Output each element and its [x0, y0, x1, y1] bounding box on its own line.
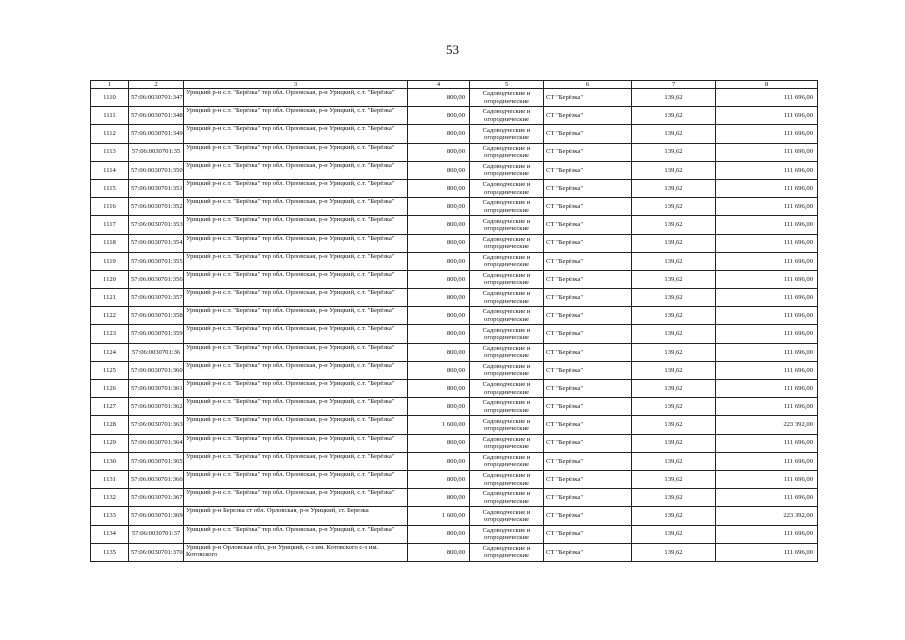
cadastral-value-cell: 111 696,00	[716, 525, 818, 543]
category-cell: СТ "Берёзка"	[544, 525, 632, 543]
category-cell: СТ "Берёзка"	[544, 216, 632, 234]
row-number-cell: 1110	[91, 89, 129, 107]
address-cell: Урицкий р-н с.т. "Берёзка" тер обл. Орловская, р-н Урицкий, с.т. "Берёзка"	[184, 234, 408, 252]
row-number-cell: 1130	[91, 452, 129, 470]
table-row	[91, 143, 818, 161]
area-cell: 800,00	[408, 198, 470, 216]
cadastral-value-cell: 111 696,00	[716, 161, 818, 179]
address-cell: Урицкий р-н с.т. "Берёзка" тер обл. Орловская, р-н Урицкий, с.т. "Берёзка"	[184, 470, 408, 488]
row-number-cell: 1133	[91, 507, 129, 525]
category-cell: СТ "Берёзка"	[544, 325, 632, 343]
area-cell: 800,00	[408, 380, 470, 398]
rate-cell: 139,62	[632, 125, 716, 143]
table-row	[91, 125, 818, 143]
category-cell: СТ "Берёзка"	[544, 507, 632, 525]
header-cell: 3	[184, 81, 408, 89]
cadastral-number-cell: 57:06:0030701:362	[129, 398, 184, 416]
area-cell: 800,00	[408, 434, 470, 452]
table-row	[91, 289, 818, 307]
address-cell: Урицкий р-н с.т. "Берёзка" тер обл. Орловская, р-н Урицкий, с.т. "Берёзка"	[184, 325, 408, 343]
category-cell: СТ "Берёзка"	[544, 270, 632, 288]
rate-cell: 139,62	[632, 525, 716, 543]
land-use-cell: Садоводческие и огороднические	[470, 361, 544, 379]
area-cell: 1 600,00	[408, 507, 470, 525]
header-cell: 2	[129, 81, 184, 89]
category-cell: СТ "Берёзка"	[544, 143, 632, 161]
rate-cell: 139,62	[632, 179, 716, 197]
category-cell: СТ "Берёзка"	[544, 380, 632, 398]
area-cell: 800,00	[408, 470, 470, 488]
cadastral-value-cell: 111 696,00	[716, 380, 818, 398]
land-use-cell: Садоводческие и огороднические	[470, 161, 544, 179]
header-cell: 8	[716, 81, 818, 89]
address-cell: Урицкий р-н с.т. "Берёзка" тер обл. Орловская, р-н Урицкий, с.т. "Берёзка"	[184, 434, 408, 452]
row-number-cell: 1112	[91, 125, 129, 143]
rate-cell: 139,62	[632, 343, 716, 361]
land-use-cell: Садоводческие и огороднические	[470, 398, 544, 416]
area-cell: 800,00	[408, 398, 470, 416]
row-number-cell: 1129	[91, 434, 129, 452]
rate-cell: 139,62	[632, 252, 716, 270]
area-cell: 800,00	[408, 525, 470, 543]
land-use-cell: Садоводческие и огороднические	[470, 143, 544, 161]
address-cell: Урицкий р-н с.т. "Берёзка" тер обл. Орловская, р-н Урицкий, с.т. "Берёзка"	[184, 179, 408, 197]
land-use-cell: Садоводческие и огороднические	[470, 343, 544, 361]
row-number-cell: 1125	[91, 361, 129, 379]
cadastral-value-cell: 223 392,00	[716, 416, 818, 434]
category-cell: СТ "Берёзка"	[544, 307, 632, 325]
cadastral-value-cell: 111 696,00	[716, 398, 818, 416]
address-cell: Урицкий р-н с.т. "Берёзка" тер обл. Орловская, р-н Урицкий, с.т. "Берёзка"	[184, 343, 408, 361]
category-cell: СТ "Берёзка"	[544, 452, 632, 470]
row-number-cell: 1127	[91, 398, 129, 416]
cadastral-value-cell: 111 696,00	[716, 434, 818, 452]
row-number-cell: 1122	[91, 307, 129, 325]
address-cell: Урицкий р-н Орловская обл, р-н Урицкий, с-з им. Котовского с-з им. Котовского	[184, 543, 408, 561]
row-number-cell: 1135	[91, 543, 129, 561]
land-use-cell: Садоводческие и огороднические	[470, 489, 544, 507]
cadastral-number-cell: 57:06:0030701:358	[129, 307, 184, 325]
land-use-cell: Садоводческие и огороднические	[470, 543, 544, 561]
address-cell: Урицкий р-н с.т. "Берёзка" тер обл. Орловская, р-н Урицкий, с.т. "Берёзка"	[184, 216, 408, 234]
cadastral-number-cell: 57:06:0030701:350	[129, 161, 184, 179]
cadastral-number-cell: 57:06:0030701:35	[129, 143, 184, 161]
area-cell: 800,00	[408, 289, 470, 307]
area-cell: 800,00	[408, 270, 470, 288]
cadastral-value-cell: 111 696,00	[716, 489, 818, 507]
table-row	[91, 361, 818, 379]
table-row	[91, 252, 818, 270]
cadastral-value-cell: 111 696,00	[716, 270, 818, 288]
row-number-cell: 1128	[91, 416, 129, 434]
area-cell: 800,00	[408, 543, 470, 561]
rate-cell: 139,62	[632, 270, 716, 288]
row-number-cell: 1121	[91, 289, 129, 307]
cadastral-value-cell: 111 696,00	[716, 470, 818, 488]
category-cell: СТ "Берёзка"	[544, 198, 632, 216]
address-cell: Урицкий р-н с.т. "Берёзка" тер обл. Орловская, р-н Урицкий, с.т. "Берёзка"	[184, 198, 408, 216]
row-number-cell: 1120	[91, 270, 129, 288]
rate-cell: 139,62	[632, 434, 716, 452]
cadastral-number-cell: 57:06:0030701:363	[129, 416, 184, 434]
category-cell: СТ "Берёзка"	[544, 125, 632, 143]
land-use-cell: Садоводческие и огороднические	[470, 507, 544, 525]
area-cell: 800,00	[408, 216, 470, 234]
table-row	[91, 416, 818, 434]
rate-cell: 139,62	[632, 507, 716, 525]
category-cell: СТ "Берёзка"	[544, 416, 632, 434]
land-use-cell: Садоводческие и огороднические	[470, 452, 544, 470]
cadastral-value-cell: 111 696,00	[716, 107, 818, 125]
category-cell: СТ "Берёзка"	[544, 343, 632, 361]
rate-cell: 139,62	[632, 380, 716, 398]
cadastral-number-cell: 57:06:0030701:349	[129, 125, 184, 143]
rate-cell: 139,62	[632, 216, 716, 234]
area-cell: 800,00	[408, 125, 470, 143]
cadastral-number-cell: 57:06:0030701:365	[129, 452, 184, 470]
land-use-cell: Садоводческие и огороднические	[470, 525, 544, 543]
cadastral-number-cell: 57:06:0030701:37	[129, 525, 184, 543]
row-number-cell: 1119	[91, 252, 129, 270]
rate-cell: 139,62	[632, 325, 716, 343]
row-number-cell: 1118	[91, 234, 129, 252]
land-use-cell: Садоводческие и огороднические	[470, 125, 544, 143]
table-row	[91, 216, 818, 234]
rate-cell: 139,62	[632, 143, 716, 161]
address-cell: Урицкий р-н с.т. "Берёзка" тер обл. Орловская, р-н Урицкий, с.т. "Берёзка"	[184, 416, 408, 434]
cadastral-value-cell: 111 696,00	[716, 307, 818, 325]
address-cell: Урицкий р-н с.т. "Берёзка" тер обл. Орловская, р-н Урицкий, с.т. "Берёзка"	[184, 252, 408, 270]
cadastral-value-cell: 111 696,00	[716, 361, 818, 379]
cadastral-number-cell: 57:06:0030701:348	[129, 107, 184, 125]
cadastral-value-cell: 111 696,00	[716, 198, 818, 216]
cadastral-number-cell: 57:06:0030701:352	[129, 198, 184, 216]
area-cell: 800,00	[408, 361, 470, 379]
rate-cell: 139,62	[632, 198, 716, 216]
table-row	[91, 325, 818, 343]
rate-cell: 139,62	[632, 107, 716, 125]
table-row	[91, 161, 818, 179]
land-use-cell: Садоводческие и огороднические	[470, 179, 544, 197]
area-cell: 800,00	[408, 252, 470, 270]
cadastral-number-cell: 57:06:0030701:360	[129, 361, 184, 379]
land-plots-table	[90, 80, 818, 562]
address-cell: Урицкий р-н с.т. "Берёзка" тер обл. Орловская, р-н Урицкий, с.т. "Берёзка"	[184, 89, 408, 107]
land-use-cell: Садоводческие и огороднические	[470, 289, 544, 307]
row-number-cell: 1114	[91, 161, 129, 179]
land-use-cell: Садоводческие и огороднические	[470, 380, 544, 398]
cadastral-number-cell: 57:06:0030701:355	[129, 252, 184, 270]
address-cell: Урицкий р-н Березка ст обл. Орловская, р-н Урицкий, ст. Березка	[184, 507, 408, 525]
rate-cell: 139,62	[632, 307, 716, 325]
rate-cell: 139,62	[632, 543, 716, 561]
table-row	[91, 234, 818, 252]
header-row	[91, 81, 818, 89]
table-row	[91, 470, 818, 488]
rate-cell: 139,62	[632, 361, 716, 379]
cadastral-number-cell: 57:06:0030701:347	[129, 89, 184, 107]
rate-cell: 139,62	[632, 416, 716, 434]
header-cell: 4	[408, 81, 470, 89]
cadastral-value-cell: 111 696,00	[716, 325, 818, 343]
address-cell: Урицкий р-н с.т. "Берёзка" тер обл. Орловская, р-н Урицкий, с.т. "Берёзка"	[184, 143, 408, 161]
address-cell: Урицкий р-н с.т. "Берёзка" тер обл. Орловская, р-н Урицкий, с.т. "Берёзка"	[184, 452, 408, 470]
cadastral-number-cell: 57:06:0030701:354	[129, 234, 184, 252]
table-row	[91, 343, 818, 361]
area-cell: 800,00	[408, 452, 470, 470]
cadastral-value-cell: 111 696,00	[716, 343, 818, 361]
land-use-cell: Садоводческие и огороднические	[470, 107, 544, 125]
row-number-cell: 1132	[91, 489, 129, 507]
address-cell: Урицкий р-н с.т. "Берёзка" тер обл. Орловская, р-н Урицкий, с.т. "Берёзка"	[184, 125, 408, 143]
land-use-cell: Садоводческие и огороднические	[470, 89, 544, 107]
row-number-cell: 1134	[91, 525, 129, 543]
row-number-cell: 1113	[91, 143, 129, 161]
land-use-cell: Садоводческие и огороднические	[470, 252, 544, 270]
cadastral-value-cell: 111 696,00	[716, 252, 818, 270]
land-use-cell: Садоводческие и огороднические	[470, 270, 544, 288]
cadastral-number-cell: 57:06:0030701:361	[129, 380, 184, 398]
area-cell: 800,00	[408, 234, 470, 252]
category-cell: СТ "Берёзка"	[544, 107, 632, 125]
land-use-cell: Садоводческие и огороднические	[470, 416, 544, 434]
cadastral-value-cell: 111 696,00	[716, 143, 818, 161]
cadastral-value-cell: 111 696,00	[716, 234, 818, 252]
rate-cell: 139,62	[632, 234, 716, 252]
table-row	[91, 434, 818, 452]
cadastral-number-cell: 57:06:0030701:351	[129, 179, 184, 197]
cadastral-value-cell: 111 696,00	[716, 216, 818, 234]
header-cell: 1	[91, 81, 129, 89]
area-cell: 800,00	[408, 179, 470, 197]
row-number-cell: 1117	[91, 216, 129, 234]
row-number-cell: 1126	[91, 380, 129, 398]
land-use-cell: Садоводческие и огороднические	[470, 234, 544, 252]
land-use-cell: Садоводческие и огороднические	[470, 434, 544, 452]
table-row	[91, 525, 818, 543]
table-row	[91, 198, 818, 216]
header-cell: 6	[544, 81, 632, 89]
cadastral-number-cell: 57:06:0030701:369	[129, 507, 184, 525]
cadastral-value-cell: 111 696,00	[716, 89, 818, 107]
area-cell: 800,00	[408, 107, 470, 125]
area-cell: 800,00	[408, 489, 470, 507]
header-cell: 7	[632, 81, 716, 89]
rate-cell: 139,62	[632, 452, 716, 470]
cadastral-value-cell: 111 696,00	[716, 125, 818, 143]
area-cell: 800,00	[408, 161, 470, 179]
table-row	[91, 398, 818, 416]
category-cell: СТ "Берёзка"	[544, 289, 632, 307]
address-cell: Урицкий р-н с.т. "Берёзка" тер обл. Орловская, р-н Урицкий, с.т. "Берёзка"	[184, 380, 408, 398]
address-cell: Урицкий р-н с.т. "Берёзка" тер обл. Орловская, р-н Урицкий, с.т. "Берёзка"	[184, 289, 408, 307]
table-row	[91, 489, 818, 507]
land-use-cell: Садоводческие и огороднические	[470, 307, 544, 325]
table-row	[91, 89, 818, 107]
category-cell: СТ "Берёзка"	[544, 361, 632, 379]
table-row	[91, 452, 818, 470]
table-row	[91, 270, 818, 288]
address-cell: Урицкий р-н с.т. "Берёзка" тер обл. Орловская, р-н Урицкий, с.т. "Берёзка"	[184, 398, 408, 416]
rate-cell: 139,62	[632, 161, 716, 179]
rate-cell: 139,62	[632, 289, 716, 307]
row-number-cell: 1124	[91, 343, 129, 361]
category-cell: СТ "Берёзка"	[544, 179, 632, 197]
category-cell: СТ "Берёзка"	[544, 470, 632, 488]
cadastral-number-cell: 57:06:0030701:353	[129, 216, 184, 234]
rate-cell: 139,62	[632, 398, 716, 416]
address-cell: Урицкий р-н с.т. "Берёзка" тер обл. Орловская, р-н Урицкий, с.т. "Берёзка"	[184, 489, 408, 507]
cadastral-number-cell: 57:06:0030701:366	[129, 470, 184, 488]
row-number-cell: 1111	[91, 107, 129, 125]
land-use-cell: Садоводческие и огороднические	[470, 325, 544, 343]
table-row	[91, 307, 818, 325]
table-row	[91, 179, 818, 197]
area-cell: 800,00	[408, 89, 470, 107]
address-cell: Урицкий р-н с.т. "Берёзка" тер обл. Орловская, р-н Урицкий, с.т. "Берёзка"	[184, 161, 408, 179]
land-use-cell: Садоводческие и огороднические	[470, 216, 544, 234]
row-number-cell: 1115	[91, 179, 129, 197]
rate-cell: 139,62	[632, 89, 716, 107]
table-row	[91, 380, 818, 398]
cadastral-value-cell: 111 696,00	[716, 543, 818, 561]
category-cell: СТ "Берёзка"	[544, 252, 632, 270]
address-cell: Урицкий р-н с.т. "Берёзка" тер обл. Орловская, р-н Урицкий, с.т. "Берёзка"	[184, 107, 408, 125]
cadastral-value-cell: 223 392,00	[716, 507, 818, 525]
cadastral-number-cell: 57:06:0030701:364	[129, 434, 184, 452]
category-cell: СТ "Берёзка"	[544, 489, 632, 507]
page-number: 53	[446, 42, 459, 57]
rate-cell: 139,62	[632, 489, 716, 507]
area-cell: 1 600,00	[408, 416, 470, 434]
address-cell: Урицкий р-н с.т. "Берёзка" тер обл. Орловская, р-н Урицкий, с.т. "Берёзка"	[184, 307, 408, 325]
cadastral-value-cell: 111 696,00	[716, 452, 818, 470]
cadastral-number-cell: 57:06:0030701:370	[129, 543, 184, 561]
row-number-cell: 1116	[91, 198, 129, 216]
table-row	[91, 543, 818, 561]
header-cell: 5	[470, 81, 544, 89]
category-cell: СТ "Берёзка"	[544, 434, 632, 452]
category-cell: СТ "Берёзка"	[544, 543, 632, 561]
area-cell: 800,00	[408, 343, 470, 361]
cadastral-value-cell: 111 696,00	[716, 289, 818, 307]
row-number-cell: 1123	[91, 325, 129, 343]
land-use-cell: Садоводческие и огороднические	[470, 470, 544, 488]
category-cell: СТ "Берёзка"	[544, 89, 632, 107]
cadastral-number-cell: 57:06:0030701:359	[129, 325, 184, 343]
category-cell: СТ "Берёзка"	[544, 398, 632, 416]
category-cell: СТ "Берёзка"	[544, 161, 632, 179]
land-use-cell: Садоводческие и огороднические	[470, 198, 544, 216]
table-row	[91, 107, 818, 125]
address-cell: Урицкий р-н с.т. "Берёзка" тер обл. Орловская, р-н Урицкий, с.т. "Берёзка"	[184, 361, 408, 379]
rate-cell: 139,62	[632, 470, 716, 488]
address-cell: Урицкий р-н с.т. "Берёзка" тер обл. Орловская, р-н Урицкий, с.т. "Берёзка"	[184, 525, 408, 543]
area-cell: 800,00	[408, 143, 470, 161]
area-cell: 800,00	[408, 325, 470, 343]
address-cell: Урицкий р-н с.т. "Берёзка" тер обл. Орловская, р-н Урицкий, с.т. "Берёзка"	[184, 270, 408, 288]
cadastral-value-cell: 111 696,00	[716, 179, 818, 197]
table-row	[91, 507, 818, 525]
area-cell: 800,00	[408, 307, 470, 325]
category-cell: СТ "Берёзка"	[544, 234, 632, 252]
cadastral-number-cell: 57:06:0030701:367	[129, 489, 184, 507]
row-number-cell: 1131	[91, 470, 129, 488]
cadastral-number-cell: 57:06:0030701:356	[129, 270, 184, 288]
cadastral-number-cell: 57:06:0030701:357	[129, 289, 184, 307]
cadastral-number-cell: 57:06:0030701:36	[129, 343, 184, 361]
